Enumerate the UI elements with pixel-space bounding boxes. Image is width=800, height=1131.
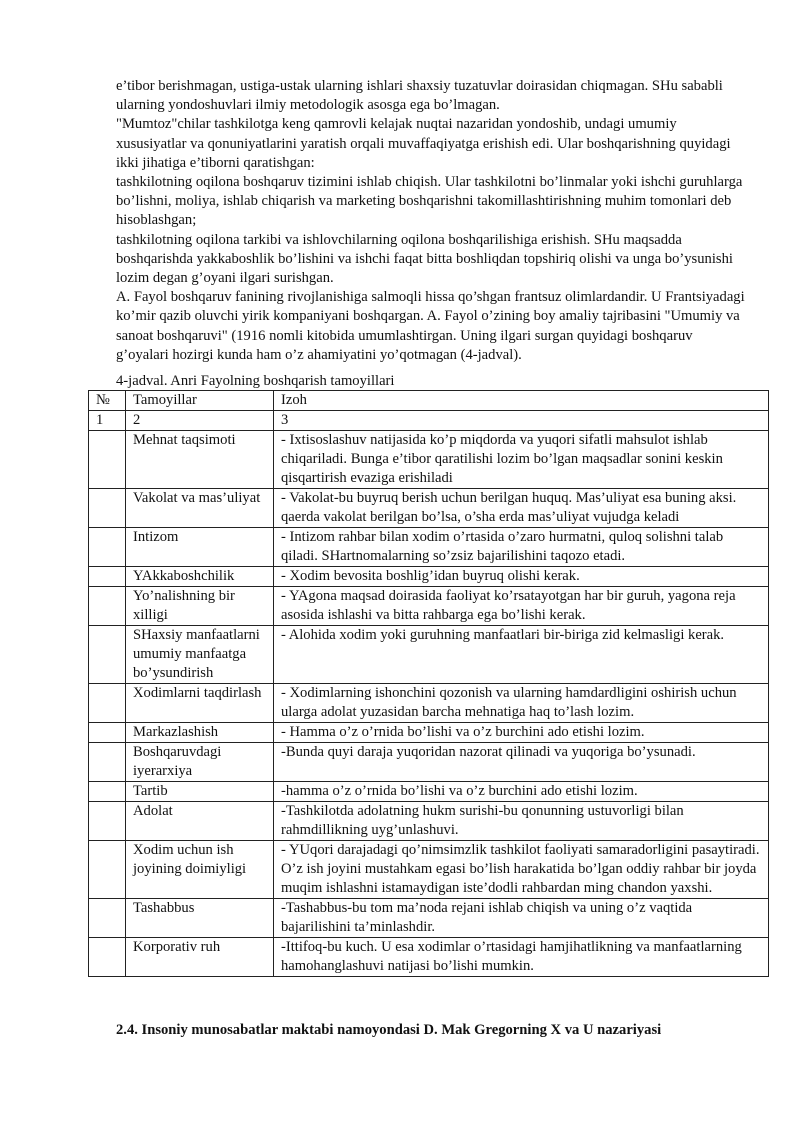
row-number-cell [89, 841, 126, 899]
table-row [89, 431, 769, 489]
principle-desc-cell: - Xodim bevosita boshlig’idan buyruq olishi kerak. [274, 567, 769, 587]
table-row [89, 528, 769, 567]
index-cell: 3 [274, 411, 769, 431]
row-number-cell [89, 587, 126, 626]
paragraph: tashkilotning oqilona boshqaruv tizimini ishlab chiqish. Ular tashkilotni bo’linmalar yoki ishchi guruhlarga bo’lishni, moliya, ishlab chiqarish va marketing boshqarishni takomillashtirishning muhim tomonlari deb hisoblashgan; [116, 174, 743, 229]
principle-name-cell: Tartib [126, 782, 274, 802]
paragraph: A. Fayol boshqaruv fanining rivojlanishiga salmoqli hissa qo’shgan frantsuz olimlardandir. U Frantsiyadagi ko’mir qazib oluvchi yirik kompaniyani boshqargan. A. Fayol o’zining boy amaliy tajribasini "Umumiy va sanoat boshqaruvi" (1916 nomli kitobida umumlashtirgan. Uning ilgari surgan quyidagi boshqaruv g’oyalari hozirgi kunda ham o’z ahamiyatini yo’qotmagan (4-jadval). [116, 289, 745, 363]
row-number-cell [89, 782, 126, 802]
principle-desc-cell: - Vakolat-bu buyruq berish uchun berilgan huquq. Mas’uliyat esa buning aksi. qaerda vakolat berilgan bo’lsa, o’sha erda mas’uliyat vujudga keladi [274, 489, 769, 528]
principle-name-cell: Adolat [126, 802, 274, 841]
principle-desc-cell: -Tashkilotda adolatning hukm surishi-bu qonunning ustuvorligi bilan rahmdillikning uyg’unlashuvi. [274, 802, 769, 841]
table-row [89, 587, 769, 626]
table-index-row [89, 411, 769, 431]
principle-desc-cell: -hamma o’z o’rnida bo’lishi va o’z burchini ado etishi lozim. [274, 782, 769, 802]
principle-desc-cell: -Tashabbus-bu tom ma’noda rejani ishlab chiqish va uning o’z vaqtida bajarilishini ta’minlashdir. [274, 899, 769, 938]
row-number-cell [89, 684, 126, 723]
index-cell: 2 [126, 411, 274, 431]
principle-desc-cell: - Xodimlarning ishonchini qozonish va ularning hamdardligini oshirish uchun ularga adolat yuzasidan barcha mehnatiga haq to’lash lozim. [274, 684, 769, 723]
body-text [116, 77, 746, 365]
principle-desc-cell: - Alohida xodim yoki guruhning manfaatlari bir-biriga zid kelmasligi kerak. [274, 626, 769, 684]
principle-name-cell: Xodim uchun ish joyining doimiyligi [126, 841, 274, 899]
principle-name-cell: Boshqaruvdagi iyerarxiya [126, 743, 274, 782]
header-notes: Izoh [274, 391, 769, 411]
row-number-cell [89, 626, 126, 684]
row-number-cell [89, 723, 126, 743]
principle-name-cell: Vakolat va mas’uliyat [126, 489, 274, 528]
principle-desc-cell: - YAgona maqsad doirasida faoliyat ko’rsatayotgan har bir guruh, yagona reja asosida ishlashi va bitta rahbarga ega bo’lishi kerak. [274, 587, 769, 626]
row-number-cell [89, 528, 126, 567]
table-row [89, 626, 769, 684]
table-row [89, 723, 769, 743]
table-row [89, 489, 769, 528]
principles-table [88, 390, 769, 977]
row-number-cell [89, 938, 126, 977]
principle-name-cell: Yo’nalishning bir xilligi [126, 587, 274, 626]
table-caption: 4-jadval. Anri Fayolning boshqarish tamoyillari [116, 373, 395, 389]
principle-name-cell: Korporativ ruh [126, 938, 274, 977]
table-row [89, 684, 769, 723]
principle-desc-cell: - Hamma o’z o’rnida bo’lishi va o’z burchini ado etishi lozim. [274, 723, 769, 743]
principle-name-cell: Mehnat taqsimoti [126, 431, 274, 489]
principle-name-cell: Markazlashish [126, 723, 274, 743]
row-number-cell [89, 899, 126, 938]
table-row [89, 743, 769, 782]
paragraph: "Mumtoz"chilar tashkilotga keng qamrovli kelajak nuqtai nazaridan yondoshib, undagi umumiy xususiyatlar va qonuniyatlarini yaratish orqali muvaffaqiyatga erishish edi. Ular boshqarishning quyidagi ikki jihatiga e’tiborni qaratishgan: [116, 116, 731, 171]
header-principles: Tamoyillar [126, 391, 274, 411]
principle-name-cell: SHaxsiy manfaatlarni umumiy manfaatga bo’ysundirish [126, 626, 274, 684]
principle-name-cell: Intizom [126, 528, 274, 567]
row-number-cell [89, 743, 126, 782]
principle-desc-cell: -Ittifoq-bu kuch. U esa xodimlar o’rtasidagi hamjihatlikning va manfaatlarning hamohanglashuvi natijasi bo’lishi mumkin. [274, 938, 769, 977]
table-row [89, 802, 769, 841]
principle-desc-cell: -Bunda quyi daraja yuqoridan nazorat qilinadi va yuqoriga bo’ysunadi. [274, 743, 769, 782]
header-number: № [89, 391, 126, 411]
paragraph: tashkilotning oqilona tarkibi va ishlovchilarning oqilona boshqarilishiga erishish. SHu maqsadda boshqarishda yakkaboshlik bo’lishini va ishchi faqat bitta boshliqdan topshiriq olishi va unga bo’ysunishi lozim degan g’oyani ilgari surishgan. [116, 231, 733, 287]
table-row [89, 899, 769, 938]
principle-name-cell: Xodimlarni taqdirlash [126, 684, 274, 723]
principle-name-cell: YAkkaboshchilik [126, 567, 274, 587]
table-row [89, 841, 769, 899]
principle-desc-cell: - Intizom rahbar bilan xodim o’rtasida o’zaro hurmatni, quloq solishni talab qiladi. SHartnomalarning so’zsiz bajarilishini taqozo etadi. [274, 528, 769, 567]
row-number-cell [89, 802, 126, 841]
table-header-row [89, 391, 769, 411]
section-heading: 2.4. Insoniy munosabatlar maktabi namoyondasi D. Mak Gregorning X va U nazariyasi [116, 1022, 662, 1038]
paragraph: e’tibor berishmagan, ustiga-ustak ularning ishlari shaxsiy tuzatuvlar doirasidan chiqmagan. SHu sababli ularning yondoshuvlari ilmiy metodologik asosga ega bo’lmagan. [116, 78, 723, 114]
principle-desc-cell: - Ixtisoslashuv natijasida ko’p miqdorda va yuqori sifatli mahsulot ishlab chiqariladi. Bunga e’tibor qaratilishi lozim bo’lgan maqsadlar sonini keskin qisqartirish evaziga erishiladi [274, 431, 769, 489]
row-number-cell [89, 567, 126, 587]
row-number-cell [89, 489, 126, 528]
table-row [89, 782, 769, 802]
table-row [89, 567, 769, 587]
principle-name-cell: Tashabbus [126, 899, 274, 938]
principle-desc-cell: - YUqori darajadagi qo’nimsimzlik tashkilot faoliyati samaradorligini pasaytiradi. O’z ish joyini mustahkam egasi bo’lish harakatida bo’lgan oddiy rahbar bir joyda muqim ishlashni istamaydigan iste’dodli rahbardan ming chandon yaxshi. [274, 841, 769, 899]
row-number-cell [89, 431, 126, 489]
table-row [89, 938, 769, 977]
index-cell: 1 [89, 411, 126, 431]
